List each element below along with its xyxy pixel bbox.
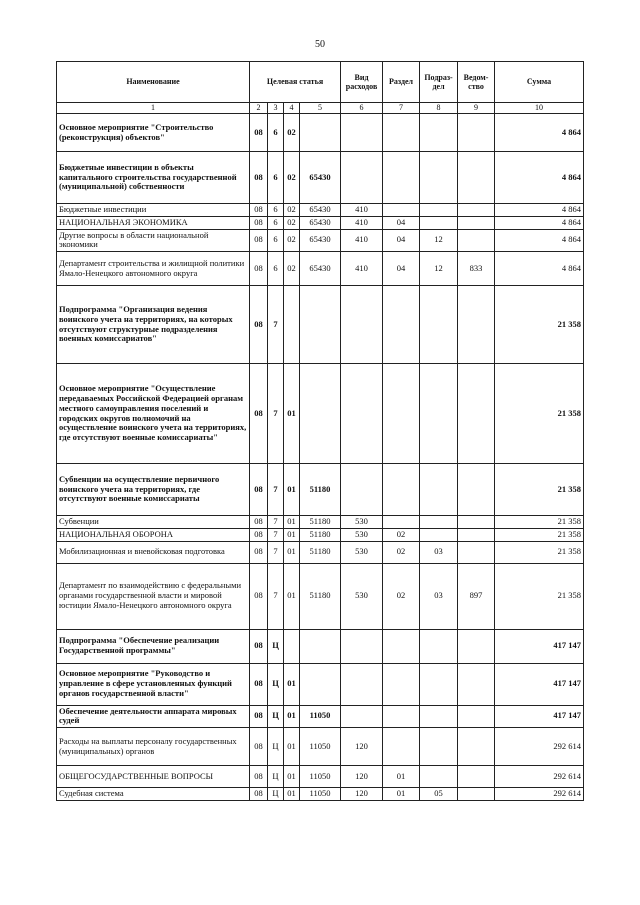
cell-target-code-direction: 51180 [300,541,341,563]
cell-target-code-measure [284,286,300,364]
cell-section [383,516,420,529]
header-sum: Сумма [495,62,584,103]
cell-section [383,629,420,663]
cell-target-code-direction: 51180 [300,516,341,529]
cell-sum: 21 358 [495,528,584,541]
column-number: 1 [57,103,250,114]
cell-subsection [420,114,458,152]
cell-sum: 21 358 [495,286,584,364]
table-row [57,286,584,364]
header-row [57,62,584,103]
cell-department: 833 [458,252,495,286]
cell-row-name: НАЦИОНАЛЬНАЯ ЭКОНОМИКА [57,216,250,229]
cell-target-code-subprogram: Ц [268,788,284,801]
cell-target-code-subprogram: Ц [268,663,284,705]
cell-row-name: Подпрограмма "Обеспечение реализации Государственной программы" [57,629,250,663]
table-row [57,788,584,801]
cell-subsection: 12 [420,229,458,252]
cell-target-code-subprogram: 7 [268,286,284,364]
cell-expense-type: 120 [341,766,383,788]
cell-expense-type: 120 [341,788,383,801]
column-number: 7 [383,103,420,114]
cell-target-code-direction: 65430 [300,252,341,286]
cell-row-name: НАЦИОНАЛЬНАЯ ОБОРОНА [57,528,250,541]
cell-row-name: Бюджетные инвестиции [57,204,250,217]
table-row [57,114,584,152]
cell-target-code-measure: 01 [284,364,300,464]
cell-row-name: Мобилизационная и вневойсковая подготовка [57,541,250,563]
cell-section [383,705,420,728]
cell-target-code-subprogram: 7 [268,563,284,629]
cell-target-code-measure: 02 [284,152,300,204]
cell-row-name: Обеспечение деятельности аппарата мировых судей [57,705,250,728]
cell-sum: 4 864 [495,229,584,252]
cell-subsection [420,464,458,516]
cell-target-code-measure: 01 [284,728,300,766]
cell-target-code-subprogram: Ц [268,705,284,728]
cell-row-name: Другие вопросы в области национальной экономики [57,229,250,252]
cell-target-code-direction: 65430 [300,152,341,204]
cell-target-code-direction: 11050 [300,705,341,728]
column-number: 9 [458,103,495,114]
cell-target-code-direction: 11050 [300,766,341,788]
cell-target-code-direction [300,629,341,663]
cell-expense-type: 530 [341,541,383,563]
table-row [57,229,584,252]
table-body [57,114,584,801]
cell-sum: 4 864 [495,204,584,217]
cell-section [383,204,420,217]
cell-target-code-program: 08 [250,252,268,286]
cell-target-code-program: 08 [250,464,268,516]
cell-section: 02 [383,563,420,629]
cell-row-name: Бюджетные инвестиции в объекты капитального строительства государственной (муниципальной) собственности [57,152,250,204]
cell-target-code-subprogram: 6 [268,204,284,217]
column-number: 5 [300,103,341,114]
table-row [57,464,584,516]
cell-target-code-program: 08 [250,528,268,541]
cell-target-code-measure: 02 [284,204,300,217]
cell-target-code-direction: 65430 [300,204,341,217]
cell-target-code-measure: 01 [284,464,300,516]
cell-target-code-direction [300,663,341,705]
cell-target-code-subprogram: 6 [268,114,284,152]
cell-target-code-direction: 11050 [300,728,341,766]
cell-section: 04 [383,229,420,252]
cell-row-name: ОБЩЕГОСУДАРСТВЕННЫЕ ВОПРОСЫ [57,766,250,788]
cell-expense-type [341,364,383,464]
cell-department [458,629,495,663]
cell-department [458,204,495,217]
cell-target-code-subprogram: 7 [268,541,284,563]
cell-department: 897 [458,563,495,629]
cell-expense-type: 410 [341,216,383,229]
cell-target-code-program: 08 [250,216,268,229]
cell-subsection: 05 [420,788,458,801]
cell-expense-type: 530 [341,516,383,529]
cell-subsection: 12 [420,252,458,286]
cell-department [458,663,495,705]
table-row [57,728,584,766]
cell-section: 01 [383,788,420,801]
column-number-row [57,103,584,114]
cell-target-code-measure: 01 [284,788,300,801]
cell-subsection: 03 [420,563,458,629]
table-row [57,629,584,663]
cell-subsection [420,728,458,766]
cell-target-code-program: 08 [250,788,268,801]
cell-row-name: Подпрограмма "Организация ведения воинского учета на территориях, на которых отсутствуют структурные подразделения военных комиссариатов" [57,286,250,364]
cell-sum: 21 358 [495,516,584,529]
column-number: 3 [268,103,284,114]
column-number: 6 [341,103,383,114]
table-row [57,541,584,563]
table-row [57,204,584,217]
cell-target-code-program: 08 [250,629,268,663]
cell-row-name: Основное мероприятие "Строительство (реконструкция) объектов" [57,114,250,152]
cell-target-code-measure: 01 [284,541,300,563]
cell-row-name: Департамент по взаимодействию с федеральными органами государственной власти и мировой юстиции Ямало-Ненецкого автономного округа [57,563,250,629]
cell-target-code-subprogram: 7 [268,516,284,529]
cell-subsection [420,663,458,705]
cell-target-code-subprogram: Ц [268,728,284,766]
cell-subsection [420,216,458,229]
cell-sum: 21 358 [495,541,584,563]
cell-target-code-direction: 51180 [300,464,341,516]
cell-target-code-measure: 02 [284,114,300,152]
cell-target-code-subprogram: 6 [268,216,284,229]
table-row [57,705,584,728]
cell-expense-type: 410 [341,252,383,286]
cell-section [383,464,420,516]
cell-row-name: Субвенции на осуществление первичного воинского учета на территориях, где отсутствуют военные комиссариаты [57,464,250,516]
cell-sum: 21 358 [495,364,584,464]
cell-department [458,216,495,229]
cell-target-code-measure: 01 [284,528,300,541]
cell-target-code-program: 08 [250,152,268,204]
cell-target-code-program: 08 [250,663,268,705]
cell-department [458,464,495,516]
budget-table [56,61,584,801]
cell-section [383,114,420,152]
table-row [57,528,584,541]
cell-department [458,516,495,529]
cell-subsection [420,705,458,728]
cell-target-code-direction: 65430 [300,229,341,252]
cell-target-code-measure: 01 [284,563,300,629]
cell-department [458,229,495,252]
cell-department [458,766,495,788]
header-subsection: Подраз-дел [420,62,458,103]
cell-expense-type [341,286,383,364]
header-section: Раздел [383,62,420,103]
cell-target-code-subprogram: Ц [268,766,284,788]
cell-target-code-subprogram: 6 [268,152,284,204]
cell-section: 04 [383,216,420,229]
cell-target-code-direction [300,114,341,152]
header-expense-type: Вид расходов [341,62,383,103]
cell-sum: 417 147 [495,629,584,663]
page-number: 50 [315,39,325,50]
cell-section [383,728,420,766]
cell-section [383,364,420,464]
cell-target-code-measure: 01 [284,766,300,788]
cell-target-code-subprogram: 7 [268,528,284,541]
cell-sum: 292 614 [495,788,584,801]
cell-department [458,705,495,728]
cell-section: 04 [383,252,420,286]
cell-target-code-measure [284,629,300,663]
header-target-article: Целевая статья [250,62,341,103]
cell-target-code-measure: 01 [284,705,300,728]
cell-section: 02 [383,528,420,541]
cell-department [458,114,495,152]
table-row [57,364,584,464]
cell-target-code-direction [300,286,341,364]
cell-sum: 417 147 [495,705,584,728]
cell-sum: 292 614 [495,766,584,788]
cell-target-code-measure: 02 [284,229,300,252]
cell-target-code-direction [300,364,341,464]
cell-target-code-program: 08 [250,204,268,217]
cell-sum: 4 864 [495,152,584,204]
table-row [57,516,584,529]
cell-target-code-direction: 51180 [300,528,341,541]
cell-target-code-program: 08 [250,229,268,252]
cell-sum: 21 358 [495,464,584,516]
cell-target-code-program: 08 [250,364,268,464]
cell-target-code-program: 08 [250,766,268,788]
cell-target-code-subprogram: Ц [268,629,284,663]
cell-subsection [420,204,458,217]
header-department: Ведом-ство [458,62,495,103]
table-row [57,766,584,788]
cell-target-code-program: 08 [250,541,268,563]
table-row [57,663,584,705]
cell-department [458,364,495,464]
cell-target-code-program: 08 [250,286,268,364]
column-number: 8 [420,103,458,114]
cell-target-code-program: 08 [250,563,268,629]
cell-department [458,286,495,364]
cell-target-code-subprogram: 7 [268,464,284,516]
cell-section [383,286,420,364]
cell-expense-type: 120 [341,728,383,766]
cell-subsection [420,286,458,364]
cell-subsection [420,629,458,663]
table-row [57,252,584,286]
cell-department [458,541,495,563]
cell-subsection [420,152,458,204]
cell-row-name: Судебная система [57,788,250,801]
cell-target-code-program: 08 [250,705,268,728]
cell-section [383,152,420,204]
cell-target-code-measure: 01 [284,663,300,705]
cell-target-code-subprogram: 6 [268,229,284,252]
column-number: 4 [284,103,300,114]
cell-subsection [420,766,458,788]
cell-section [383,663,420,705]
cell-section: 02 [383,541,420,563]
cell-target-code-subprogram: 7 [268,364,284,464]
cell-expense-type [341,114,383,152]
cell-row-name: Расходы на выплаты персоналу государственных (муниципальных) органов [57,728,250,766]
cell-expense-type [341,705,383,728]
cell-expense-type: 530 [341,528,383,541]
cell-expense-type: 410 [341,204,383,217]
cell-target-code-subprogram: 6 [268,252,284,286]
cell-sum: 417 147 [495,663,584,705]
cell-expense-type [341,663,383,705]
column-number: 2 [250,103,268,114]
cell-target-code-direction: 65430 [300,216,341,229]
cell-target-code-measure: 02 [284,216,300,229]
column-number: 10 [495,103,584,114]
cell-section: 01 [383,766,420,788]
cell-target-code-program: 08 [250,114,268,152]
cell-row-name: Департамент строительства и жилищной политики Ямало-Ненецкого автономного округа [57,252,250,286]
cell-target-code-program: 08 [250,728,268,766]
cell-department [458,728,495,766]
cell-department [458,788,495,801]
cell-expense-type [341,464,383,516]
cell-row-name: Основное мероприятие "Осуществление передаваемых Российской Федерацией органам местного самоуправления поселений и городских округов полномочий на осуществление воинского учета на территориях, где отсутствуют военные комиссариаты" [57,364,250,464]
cell-subsection [420,364,458,464]
table-row [57,563,584,629]
cell-target-code-measure: 01 [284,516,300,529]
cell-row-name: Субвенции [57,516,250,529]
cell-target-code-direction: 51180 [300,563,341,629]
cell-row-name: Основное мероприятие "Руководство и управление в сфере установленных функций органов государственной власти" [57,663,250,705]
cell-target-code-direction: 11050 [300,788,341,801]
table-row [57,152,584,204]
cell-department [458,152,495,204]
cell-subsection: 03 [420,541,458,563]
cell-expense-type: 530 [341,563,383,629]
cell-expense-type [341,152,383,204]
table-row [57,216,584,229]
cell-target-code-program: 08 [250,516,268,529]
cell-expense-type: 410 [341,229,383,252]
header-name: Наименование [57,62,250,103]
cell-sum: 4 864 [495,114,584,152]
cell-sum: 292 614 [495,728,584,766]
cell-target-code-measure: 02 [284,252,300,286]
cell-sum: 21 358 [495,563,584,629]
cell-sum: 4 864 [495,252,584,286]
cell-expense-type [341,629,383,663]
cell-sum: 4 864 [495,216,584,229]
cell-subsection [420,528,458,541]
cell-department [458,528,495,541]
cell-subsection [420,516,458,529]
